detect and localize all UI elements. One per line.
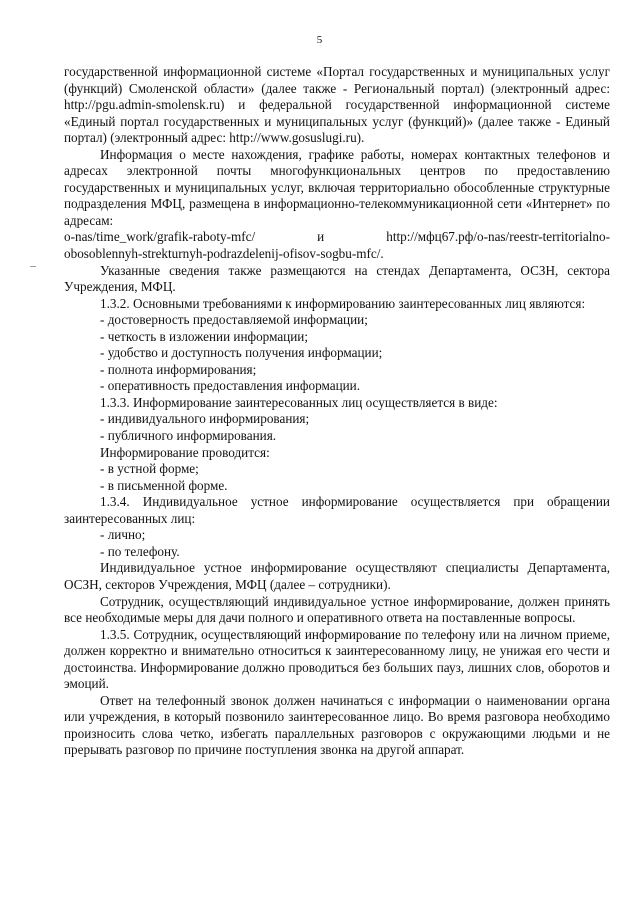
list-item: - четкость в изложении информации; [100,328,309,344]
list-item: - в письменной форме. [100,477,228,493]
paragraph-1-3-4: 1.3.4. Индивидуальное устное информирование осуществляется при обращении заинтересованных лиц: [64,494,610,526]
list-item: - удобство и доступность получения информации; [100,345,383,361]
paragraph-1-3-3: 1.3.3. Информирование заинтересованных лиц осуществляется в виде: [100,394,498,410]
list-item: - публичного информирования. [100,428,277,444]
list-item: - достоверность предоставляемой информации; [100,312,368,328]
paragraph-url-line: o-nas/time_work/grafik-raboty-mfc/ и http://мфц67.рф/o-nas/reestr-territorialno- [64,229,610,245]
paragraph-1-3-2: 1.3.2. Основными требованиями к информированию заинтересованных лиц являются: [100,295,586,311]
paragraph-1-3-5: 1.3.5. Сотрудник, осуществляющий информирование по телефону или на личном приеме, должен корректно и внимательно относиться к заинтересованному лицу, не унижая его чести и достоинства. Информирование должно проводиться без больших пауз, лишних слов, оборотов и эмоций. [64,626,610,692]
paragraph-mfc-info: Информация о месте нахождения, графике работы, номерах контактных телефонов и адресах электронной почты многофункциональных центров по предоставлению государственных и муниципальных услуг, включая территориально обособленные структурные подразделения МФЦ, размещена в информационно-телекоммуникационной сети «Интернет» по адресам: [64,146,610,228]
list-item: - оперативность предоставления информации. [100,378,361,394]
list-item: - лично; [100,527,146,543]
paragraph-stands: Указанные сведения также размещаются на стендах Департамента, ОСЗН, сектора Учреждения, МФЦ. [64,262,610,295]
list-item: - индивидуального информирования; [100,411,310,427]
page-number: 5 [316,34,323,46]
list-item: - полнота информирования; [100,361,257,377]
paragraph-informing: Информирование проводится: [100,444,270,460]
document-body [64,64,610,759]
paragraph-phone-answer: Ответ на телефонный звонок должен начинаться с информации о наименовании органа или учреждения, в который позвонило заинтересованное лицо. Во время разговора необходимо произносить слова четко, избегать параллельных разговоров с окружающими людьми и не прерывать разговор по причине поступления звонка на другой аппарат. [64,692,610,758]
list-item: - в устной форме; [100,461,199,477]
paragraph-specialists: Индивидуальное устное информирование осуществляют специалисты Департамента, ОСЗН, секторов Учреждения, МФЦ (далее – сотрудники). [64,560,610,592]
paragraph-portals: государственной информационной системе «Портал государственных и муниципальных услуг (функций) Смоленской области» (далее также - Региональный портал) (электронный адрес: http://pgu.admin-smolensk.ru) и федеральной государственной информационной системе «Единый портал государственных и муниципальных услуг (функций)» (далее также - Единый портал) (электронный адрес: http://www.gosuslugi.ru). [64,64,610,146]
paragraph-url-continuation: obosoblennyh-strekturnyh-podrazdelenij-ofisov-sogbu-mfc/. [64,246,384,262]
margin-mark [30,266,36,267]
list-item: - по телефону. [100,543,180,559]
paragraph-employee-measures: Сотрудник, осуществляющий индивидуальное устное информирование, должен принять все необходимые меры для дачи полного и оперативного ответа на поставленные вопросы. [64,593,610,626]
